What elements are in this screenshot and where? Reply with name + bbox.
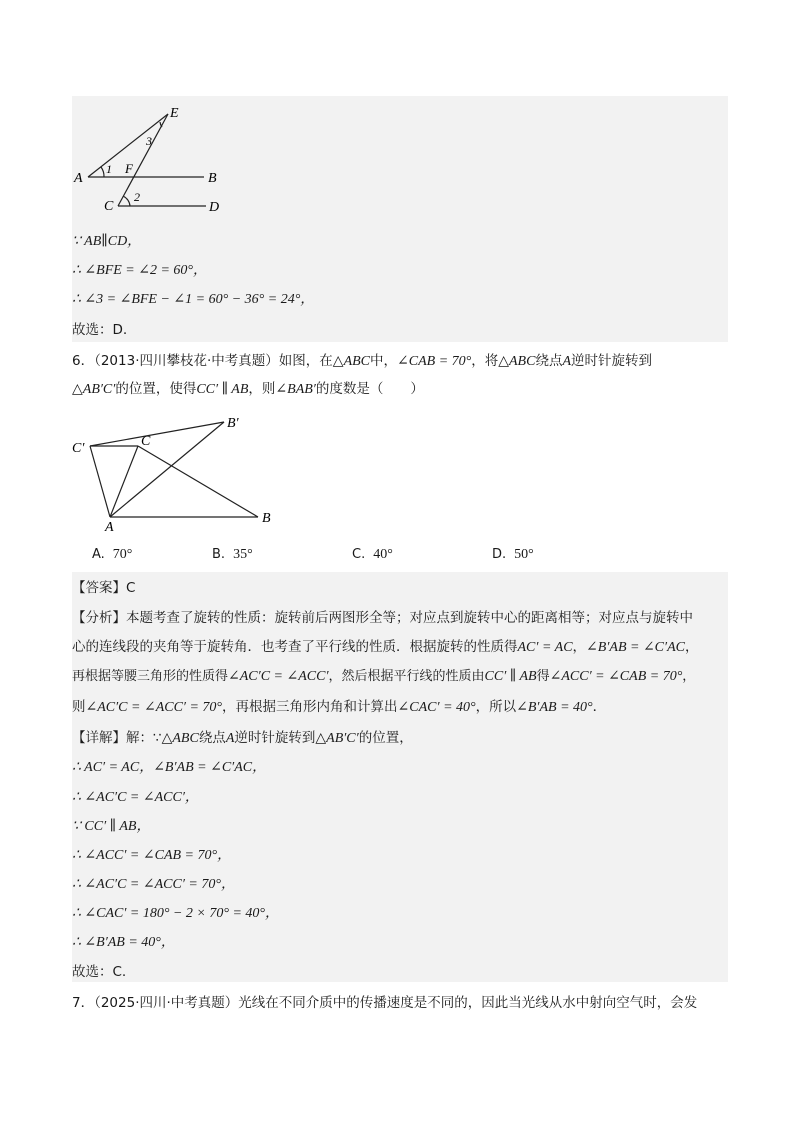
detail-intro-line: 【详解】解：∵△ABC绕点A逆时针旋转到△AB′C′的位置， bbox=[72, 730, 413, 746]
analysis-label: 【分析】 bbox=[72, 610, 126, 626]
label-A: A bbox=[74, 171, 83, 186]
detail-step-8: 故选：C. bbox=[72, 964, 127, 980]
analysis-line-2: 心的连线段的夹角等于旋转角．也考查了平行线的性质．根据旋转的性质得AC′ = AC，∠B′AB = ∠C′AC， bbox=[72, 639, 699, 655]
detail-step-6: ∴ ∠CAC′ = 180° − 2 × 70° = 40°， bbox=[72, 906, 280, 921]
figure-parallel-lines bbox=[72, 100, 272, 220]
detail-step-3: ∵ CC′ ∥ AB， bbox=[72, 819, 151, 834]
angle-2-arc bbox=[123, 196, 130, 206]
sol5-line-4: 故选：D. bbox=[72, 322, 128, 338]
analysis-line-4: 则∠AC′C = ∠ACC′ = 70°，再根据三角形内角和计算出∠CAC′ = 40°，所以∠B′AB = 40°． bbox=[72, 699, 607, 715]
analysis-line-3: 再根据等腰三角形的性质得∠AC′C = ∠ACC′，然后根据平行线的性质由CC′ ∥ AB得∠ACC′ = ∠CAB = 70°， bbox=[72, 669, 696, 684]
question-number: 6． bbox=[72, 353, 95, 369]
segment-CB bbox=[138, 446, 258, 517]
detail-step-1: ∴ AC′ = AC，∠B′AB = ∠C′AC， bbox=[72, 760, 267, 775]
segment-C1B1 bbox=[90, 422, 224, 446]
question-6-line-1: 6．（2013·四川攀枝花·中考真题）如图，在△ABC中，∠CAB = 70°，将△ABC绕点A逆时针旋转到 bbox=[72, 353, 653, 369]
label-C-prime: C′ bbox=[72, 441, 85, 456]
answer-value: C bbox=[126, 580, 136, 596]
question-7-line-1: 7．（2025·四川·中考真题）光线在不同介质中的传播速度是不同的，因此当光线从水中射向空气时，会发 bbox=[72, 995, 698, 1011]
figure-rotation bbox=[72, 410, 292, 535]
label-C: C bbox=[104, 199, 114, 214]
detail-label: 【详解】 bbox=[72, 730, 126, 746]
label-D: D bbox=[209, 200, 220, 215]
label-angle-2: 2 bbox=[134, 190, 140, 204]
answer-line bbox=[72, 578, 135, 598]
option-C[interactable]: C. 40° bbox=[352, 547, 393, 562]
sol5-line-2: ∴ ∠BFE = ∠2 = 60°， bbox=[72, 263, 208, 278]
detail-step-4: ∴ ∠ACC′ = ∠CAB = 70°， bbox=[72, 848, 232, 863]
question-6-line-2: △AB′C′的位置，使得CC′ ∥ AB，则∠BAB′的度数是（ ） bbox=[72, 381, 424, 397]
question-source: （2025·四川·中考真题） bbox=[94, 995, 239, 1011]
answer-label: 【答案】 bbox=[72, 580, 126, 596]
line-CE bbox=[118, 114, 168, 206]
label-B: B bbox=[208, 171, 217, 186]
segment-AB1 bbox=[110, 422, 224, 517]
label-B: B bbox=[262, 511, 271, 526]
question-source: （2013·四川攀枝花·中考真题） bbox=[94, 353, 279, 369]
option-A[interactable]: A. 70° bbox=[92, 547, 133, 562]
detail-step-7: ∴ ∠B′AB = 40°， bbox=[72, 935, 175, 950]
segment-AC bbox=[110, 446, 138, 517]
angle-1-arc bbox=[101, 167, 104, 177]
label-F: F bbox=[125, 161, 133, 176]
sol5-line-1: ∵ AB∥CD， bbox=[72, 234, 142, 249]
option-B[interactable]: B. 35° bbox=[212, 547, 253, 562]
option-D[interactable]: D. 50° bbox=[492, 547, 534, 562]
detail-step-5: ∴ ∠AC′C = ∠ACC′ = 70°， bbox=[72, 877, 235, 892]
detail-step-2: ∴ ∠AC′C = ∠ACC′， bbox=[72, 790, 199, 805]
label-A: A bbox=[105, 520, 114, 535]
question-number: 7． bbox=[72, 995, 95, 1011]
segment-AC1 bbox=[90, 446, 110, 517]
label-B-prime: B′ bbox=[227, 416, 239, 431]
analysis-line-1: 【分析】本题考查了旋转的性质：旋转前后两图形全等；对应点到旋转中心的距离相等；对应点与旋转中 bbox=[72, 610, 693, 626]
label-angle-1: 1 bbox=[106, 162, 112, 176]
sol5-line-3: ∴ ∠3 = ∠BFE − ∠1 = 60° − 36° = 24°， bbox=[72, 292, 315, 307]
label-C: C bbox=[141, 434, 151, 449]
label-E: E bbox=[170, 106, 179, 121]
label-angle-3: 3 bbox=[146, 134, 152, 148]
